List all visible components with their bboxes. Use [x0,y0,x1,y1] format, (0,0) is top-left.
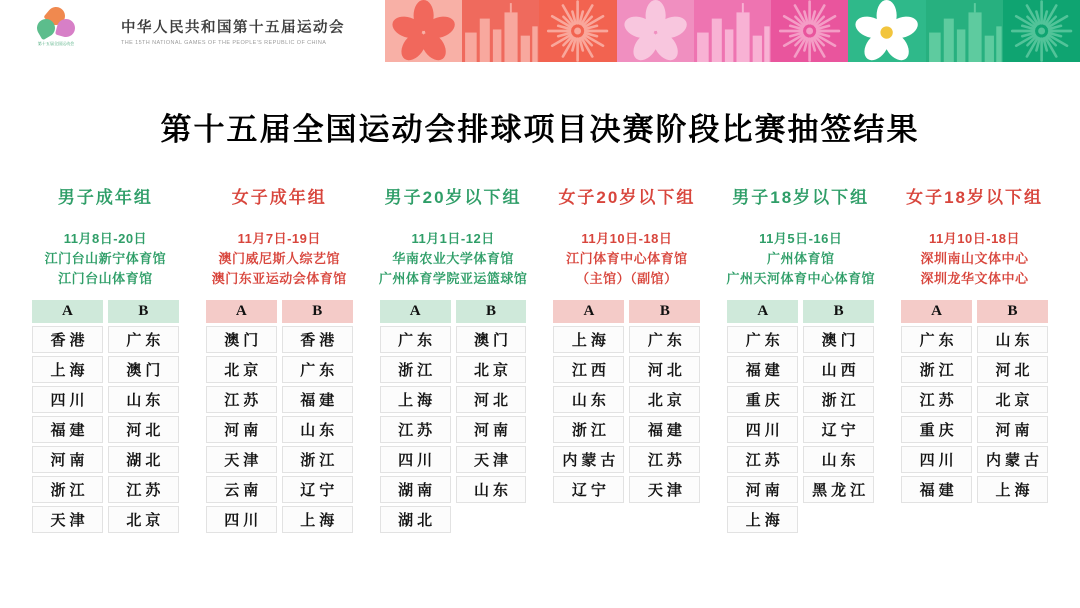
team-cell: 黑龙江 [803,476,874,503]
table-row [901,446,1048,473]
team-cell: 福建 [727,356,798,383]
team-cell: 山东 [977,326,1048,353]
draw-table [548,297,705,506]
team-cell: 重庆 [727,386,798,413]
table-row [727,386,874,413]
group-3 [375,183,532,536]
pool-a-header: A [553,300,624,323]
table-row [901,416,1048,443]
team-cell: 湖南 [380,476,451,503]
team-cell: 北京 [629,386,700,413]
table-row [32,326,179,353]
logo-caption: 第十五届全国运动会 [37,41,75,46]
team-cell: 江苏 [206,386,277,413]
team-cell: 北京 [108,506,179,533]
draw-table [722,297,879,536]
team-cell: 山东 [803,446,874,473]
team-cell: 河南 [456,416,527,443]
table-row [380,386,527,413]
team-cell: 澳门 [456,326,527,353]
pool-a-header: A [901,300,972,323]
team-cell: 山东 [282,416,353,443]
games-logo [28,7,84,47]
table-row [553,416,700,443]
team-cell: 河北 [108,416,179,443]
team-cell: 河南 [32,446,103,473]
table-row [32,446,179,473]
team-cell: 天津 [456,446,527,473]
team-cell: 福建 [282,386,353,413]
group-venue: （主馆）（副馆） [576,271,678,286]
team-cell: 北京 [456,356,527,383]
table-header-row [206,300,353,323]
table-header-row [32,300,179,323]
group-name: 男子成年组 [57,188,153,207]
table-row [32,386,179,413]
team-cell: 广东 [282,356,353,383]
table-row [32,476,179,503]
pool-a-header: A [206,300,277,323]
team-cell: 香港 [32,326,103,353]
team-cell: 四川 [206,506,277,533]
team-cell: 浙江 [282,446,353,473]
table-row [553,356,700,383]
group-info [375,229,532,293]
team-cell: 广东 [727,326,798,353]
team-cell: 江苏 [629,446,700,473]
pool-b-header: B [629,300,700,323]
pool-b-header: B [108,300,179,323]
table-row [32,506,179,533]
group-info [896,229,1053,293]
team-cell: 湖北 [108,446,179,473]
team-cell: 浙江 [803,386,874,413]
table-row [380,326,527,353]
team-cell: 山东 [108,386,179,413]
group-6 [896,183,1053,536]
team-cell: 福建 [32,416,103,443]
group-venue: 澳门威尼斯人综艺馆 [218,251,340,266]
pool-a-header: A [727,300,798,323]
team-cell: 福建 [901,476,972,503]
table-row [553,386,700,413]
group-venue: 华南农业大学体育馆 [392,251,514,266]
table-row [380,416,527,443]
team-cell: 江苏 [901,386,972,413]
team-cell: 河北 [977,356,1048,383]
team-cell: 浙江 [553,416,624,443]
table-row [380,356,527,383]
draw-table [896,297,1053,506]
table-row [901,326,1048,353]
table-row [901,356,1048,383]
team-cell: 浙江 [380,356,451,383]
group-venue: 江门体育中心体育馆 [566,251,688,266]
group-venue: 江门台山体育馆 [58,271,153,286]
table-row [206,476,353,503]
group-name: 女子18岁以下组 [906,188,1044,207]
team-cell: 江苏 [380,416,451,443]
page-title: 第十五届全国运动会排球项目决赛阶段比赛抽签结果 [160,112,920,147]
group-dates: 11月7日-19日 [237,231,321,246]
group-dates: 11月1日-12日 [411,231,495,246]
pool-b-header: B [282,300,353,323]
empty-cell [803,506,874,533]
group-1 [27,183,184,536]
team-cell: 江苏 [108,476,179,503]
table-row [553,476,700,503]
group-name: 女子成年组 [231,188,327,207]
pool-a-header: A [380,300,451,323]
team-cell: 北京 [206,356,277,383]
table-row [206,326,353,353]
team-cell: 山东 [553,386,624,413]
team-cell: 广东 [108,326,179,353]
group-venue: 广州天河体育中心体育馆 [726,271,875,286]
pool-b-header: B [977,300,1048,323]
group-dates: 11月10日-18日 [581,231,673,246]
team-cell: 辽宁 [282,476,353,503]
team-cell: 山西 [803,356,874,383]
pool-a-header: A [32,300,103,323]
team-cell: 四川 [32,386,103,413]
draw-table [375,297,532,536]
table-header-row [553,300,700,323]
table-row [727,446,874,473]
team-cell: 河南 [206,416,277,443]
team-cell: 四川 [727,416,798,443]
team-cell: 天津 [32,506,103,533]
team-cell: 上海 [32,356,103,383]
group-dates: 11月8日-20日 [63,231,148,246]
group-5 [722,183,879,536]
team-cell: 江苏 [727,446,798,473]
team-cell: 澳门 [803,326,874,353]
table-row [727,476,874,503]
team-cell: 香港 [282,326,353,353]
team-cell: 四川 [380,446,451,473]
firework-icon [1003,0,1080,62]
firework-icon [539,0,616,62]
team-cell: 澳门 [206,326,277,353]
group-venue: 广州体育馆 [766,251,835,266]
top-banner [0,0,1080,62]
group-venue: 深圳龙华文体中心 [920,271,1029,286]
team-cell: 北京 [977,386,1048,413]
table-row [206,506,353,533]
bauhinia-flower-icon [385,0,462,62]
table-row [727,326,874,353]
team-cell: 河北 [456,386,527,413]
team-cell: 山东 [456,476,527,503]
team-cell: 云南 [206,476,277,503]
team-cell: 上海 [282,506,353,533]
team-cell: 辽宁 [553,476,624,503]
team-cell: 湖北 [380,506,451,533]
table-row [380,506,527,533]
table-row [901,476,1048,503]
team-cell: 江西 [553,356,624,383]
firework-icon [771,0,848,62]
games-title-en: THE 15TH NATIONAL GAMES OF THE PEOPLE'S REPUBLIC OF CHINA [121,40,327,46]
draw-table [27,297,184,536]
team-cell: 上海 [380,386,451,413]
group-venue: 深圳南山文体中心 [920,251,1029,266]
bauhinia-flower-icon [617,0,694,62]
table-row [727,416,874,443]
group-dates: 11月10日-18日 [929,231,1021,246]
team-cell: 辽宁 [803,416,874,443]
group-dates: 11月5日-16日 [759,231,843,246]
team-cell: 上海 [977,476,1048,503]
table-row [727,356,874,383]
team-cell: 河北 [629,356,700,383]
pool-b-header: B [456,300,527,323]
team-cell: 河南 [977,416,1048,443]
team-cell: 广东 [380,326,451,353]
group-venue: 广州体育学院亚运篮球馆 [378,271,528,286]
team-cell: 广东 [629,326,700,353]
team-cell: 天津 [629,476,700,503]
table-header-row [727,300,874,323]
team-cell: 内蒙古 [977,446,1048,473]
team-cell: 浙江 [32,476,103,503]
table-header-row [901,300,1048,323]
table-row [727,506,874,533]
team-cell: 福建 [629,416,700,443]
table-row [380,476,527,503]
team-cell: 河南 [727,476,798,503]
games-title-cn: 中华人民共和国第十五届运动会 [121,20,345,36]
team-cell: 重庆 [901,416,972,443]
pool-b-header: B [803,300,874,323]
banner-strip [385,0,1080,62]
group-name: 女子20岁以下组 [558,188,696,207]
group-venue: 江门台山新宁体育馆 [44,251,167,266]
table-row [206,446,353,473]
empty-cell [456,506,527,533]
group-name: 男子18岁以下组 [732,188,870,207]
group-info [27,229,184,293]
table-row [553,326,700,353]
team-cell: 天津 [206,446,277,473]
table-row [553,446,700,473]
table-row [901,386,1048,413]
table-row [32,416,179,443]
group-info [548,229,705,293]
draw-table [201,297,358,536]
team-cell: 澳门 [108,356,179,383]
draw-groups [0,183,1080,536]
group-2 [201,183,358,536]
team-cell: 上海 [553,326,624,353]
city-skyline-icon [926,0,1003,62]
table-row [206,356,353,383]
group-info [201,229,358,293]
team-cell: 内蒙古 [553,446,624,473]
team-cell: 浙江 [901,356,972,383]
table-row [206,386,353,413]
group-info [722,229,879,293]
bauhinia-flower-icon [848,0,925,62]
city-skyline-icon [462,0,539,62]
city-skyline-icon [694,0,771,62]
table-row [32,356,179,383]
group-4 [548,183,705,536]
table-row [206,416,353,443]
games-title [121,16,345,46]
group-name: 男子20岁以下组 [384,188,522,207]
team-cell: 广东 [901,326,972,353]
table-row [380,446,527,473]
table-header-row [380,300,527,323]
team-cell: 四川 [901,446,972,473]
team-cell: 上海 [727,506,798,533]
games-logo-emblem-icon [35,7,77,39]
group-venue: 澳门东亚运动会体育馆 [211,271,347,286]
